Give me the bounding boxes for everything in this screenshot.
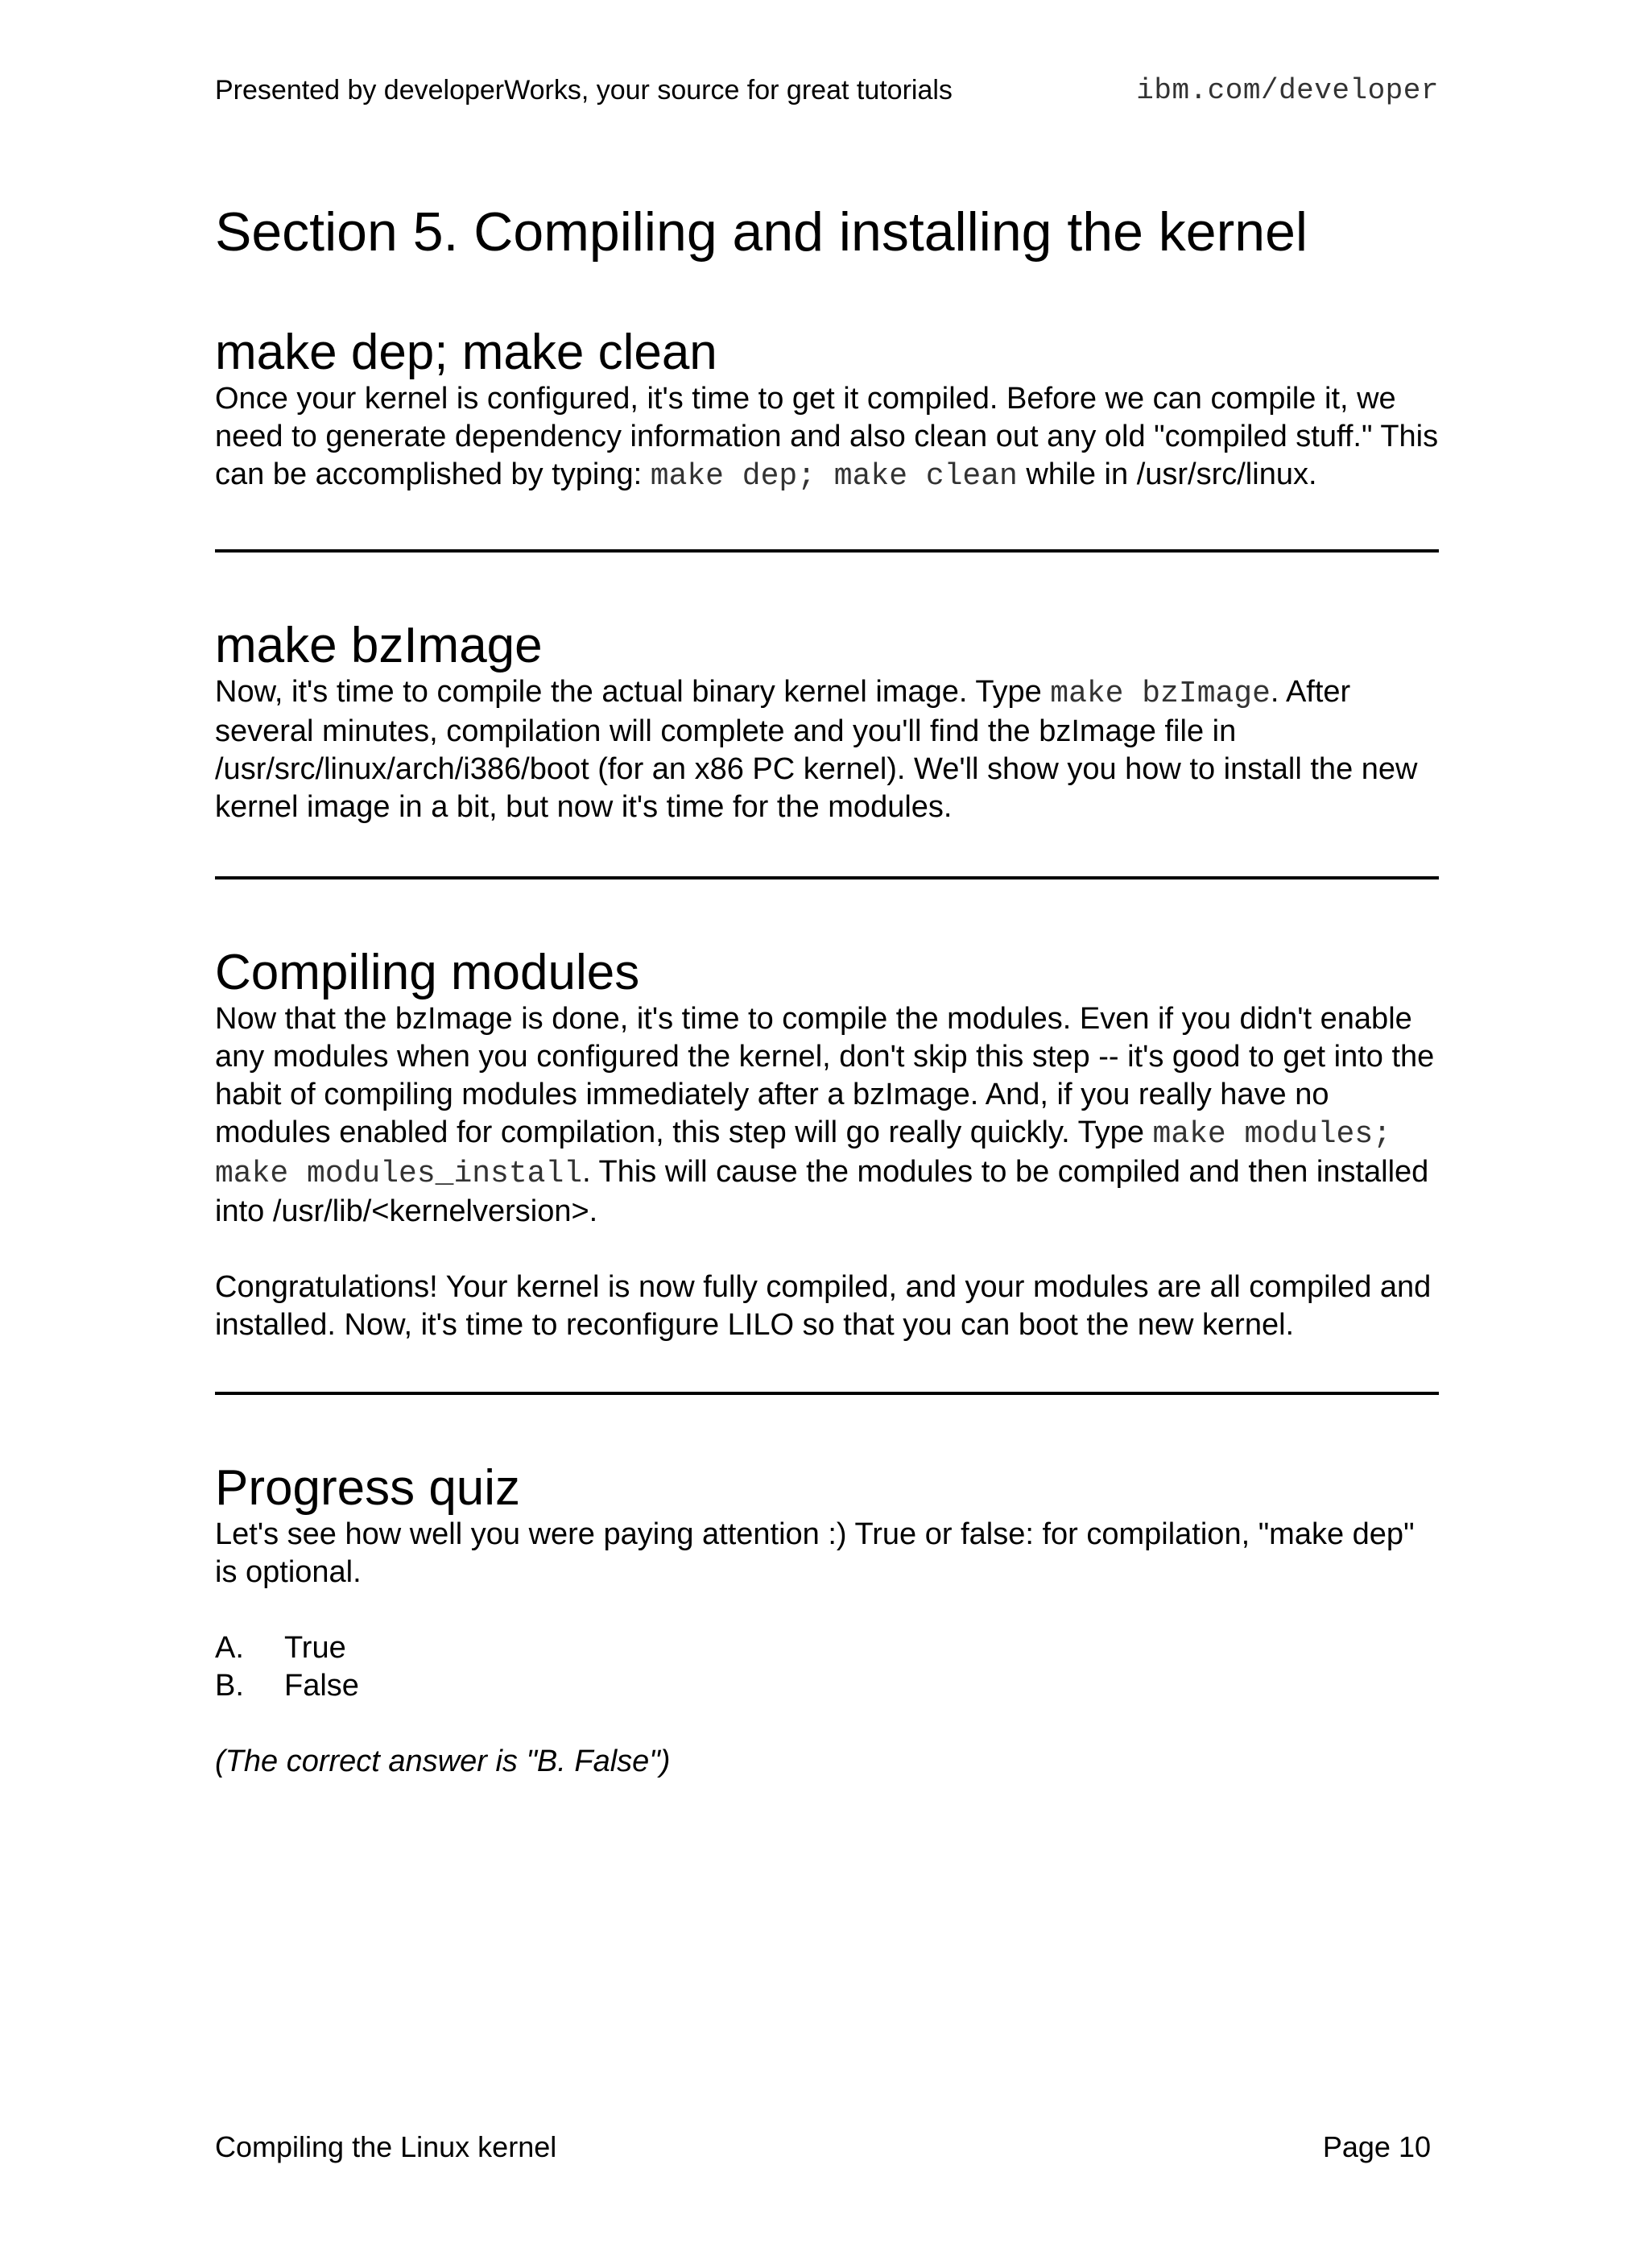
section-divider (215, 1392, 1439, 1395)
make-bzimage-paragraph (215, 673, 1439, 826)
compiling-modules-heading: Compiling modules (215, 945, 640, 1000)
footer-title-text: Compiling the Linux kernel (215, 2130, 557, 2163)
quiz-answer: (The correct answer is "B. False") (215, 1744, 671, 1779)
compiling-modules-paragraph (215, 1000, 1439, 1231)
make-dep-paragraph (215, 380, 1439, 495)
modules-code: make modules; make modules_install (215, 1117, 1391, 1192)
congratulations-paragraph: Congratulations! Your kernel is now fully compiled, and your modules are all compiled and installed. Now, it's time to reconfigure LILO so that you can boot the new kernel. (215, 1270, 1432, 1343)
make-dep-text-before: Once your kernel is configured, it's time to get it compiled. Before we can compile it, we need to generate dependency information and also clean out any old "compiled stuff." This can be accomplished by typing: (215, 382, 1439, 492)
make-bzimage-heading: make bzImage (215, 618, 543, 673)
make-bzimage-text-before: Now, it's time to compile the actual binary kernel image. Type (215, 675, 1051, 710)
make-bzimage-code: make bzImage (1050, 677, 1271, 712)
quiz-option (215, 1667, 1439, 1705)
make-dep-heading: make dep; make clean (215, 325, 717, 380)
header-publisher-text: Presented by developerWorks, your source for great tutorials (215, 74, 953, 106)
quiz-option-letter: A. (215, 1631, 244, 1666)
progress-quiz-section (215, 1461, 1439, 1781)
section-divider (215, 876, 1439, 879)
quiz-question: Let's see how well you were paying attention :) True or false: for compilation, "make dep" is optional. (215, 1517, 1415, 1590)
quiz-option-letter: B. (215, 1669, 244, 1703)
make-bzimage-text-after: . After several minutes, compilation will complete and you'll find the bzImage file in /usr/src/linux/arch/i386/boot (for an x86 PC kernel). We'll show you how to install the new kernel image in a bit, but now it's time for the modules. (215, 675, 1418, 825)
progress-quiz-heading: Progress quiz (215, 1460, 521, 1516)
header-domain-text: ibm.com/developer (1136, 73, 1439, 107)
running-header (215, 71, 1439, 110)
quiz-option-label: False (284, 1669, 359, 1703)
modules-text-before: Now that the bzImage is done, it's time to compile the modules. Even if you didn't enable any modules when you configured the kernel, don't skip this step -- it's good to get into the habit of compiling modules immediately after a bzImage. And, if you really have no modules enabled for compilation, this step will go really quickly. Type (215, 1002, 1435, 1150)
section-divider (215, 549, 1439, 553)
modules-text-after: . This will cause the modules to be compiled and then installed into /usr/lib/<kernelversion>. (215, 1155, 1429, 1229)
quiz-options (215, 1629, 1439, 1705)
make-dep-code: make dep; make clean (650, 459, 1018, 495)
make-dep-text-after: while in /usr/src/linux. (1017, 457, 1317, 492)
running-footer (215, 2128, 1431, 2167)
quiz-option (215, 1629, 1439, 1667)
quiz-option-label: True (284, 1631, 346, 1666)
make-bzimage-section (215, 619, 1439, 826)
section-title: Section 5. Compiling and installing the kernel (215, 201, 1308, 263)
make-dep-section (215, 325, 1439, 495)
compiling-modules-section (215, 946, 1439, 1344)
page-number: Page 10 (1322, 2130, 1431, 2163)
